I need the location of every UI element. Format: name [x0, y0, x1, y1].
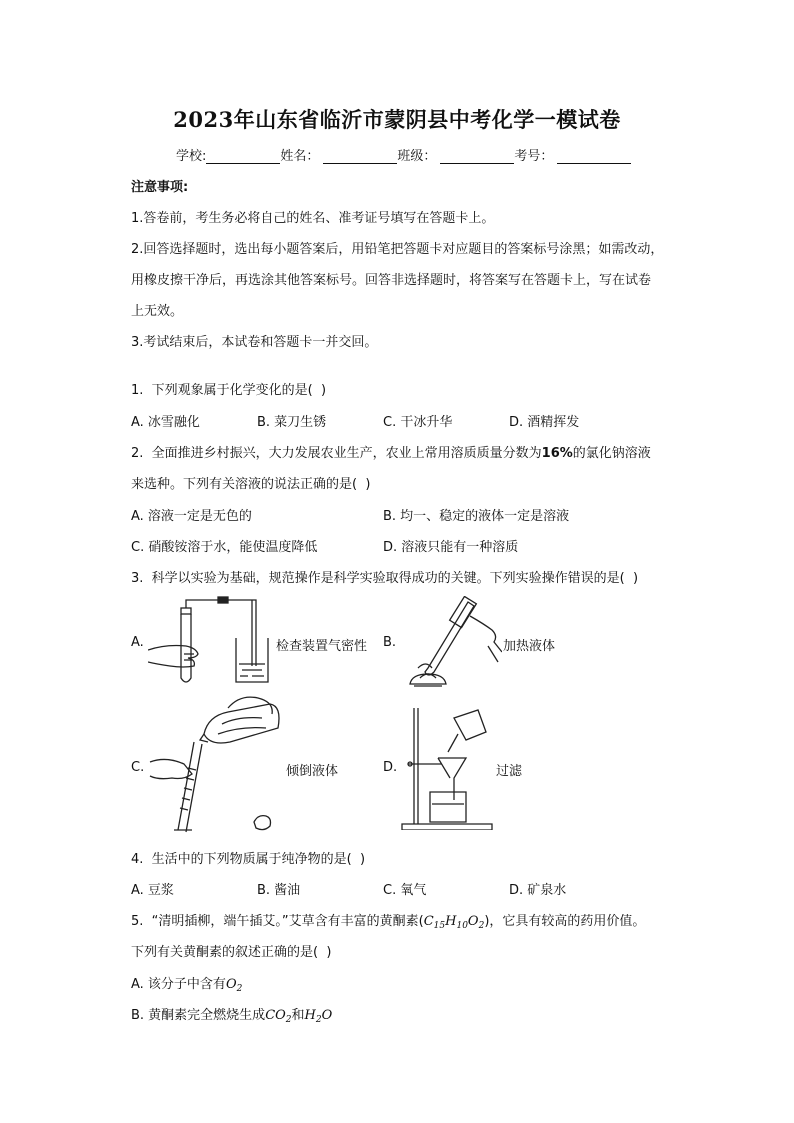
q3-option-c-letter[interactable]: C.: [131, 760, 145, 775]
q2-option-c[interactable]: C. 硝酸铵溶于水，能使温度降低: [131, 540, 318, 555]
note-2a: 2.回答选择题时，选出每小题答案后，用铅笔把答题卡对应题目的答案标号涂黑；如需改动，: [131, 242, 664, 257]
q5-option-a[interactable]: [131, 973, 242, 994]
q1-option-d[interactable]: D. 酒精挥发: [509, 415, 580, 430]
q5-option-b-formula2: $H_2O$: [304, 1008, 333, 1025]
q2-percent: 16%: [541, 446, 573, 461]
name-label: 姓名：: [280, 149, 320, 164]
note-2b: 用橡皮擦干净后，再选涂其他答案标号。回答非选择题时，将答案写在答题卡上，写在试卷: [131, 273, 652, 288]
q1-option-c[interactable]: C. 干冰升华: [383, 415, 453, 430]
q2-option-b[interactable]: B. 均一、稳定的液体一定是溶液: [383, 509, 570, 524]
q3-option-a-text: 检查装置气密性: [276, 639, 368, 654]
q2-option-d[interactable]: D. 溶液只能有一种溶质: [383, 540, 519, 555]
q5-option-b-text: B. 黄酮素完全燃烧生成: [131, 1008, 266, 1023]
q5-option-b-and: 和: [291, 1008, 305, 1023]
q3-option-b-text: 加热液体: [503, 639, 556, 654]
number-blank[interactable]: [557, 149, 631, 164]
q5-option-b[interactable]: [131, 1004, 332, 1025]
note-3: 3.考试结束后，本试卷和答题卡一并交回。: [131, 335, 378, 350]
q1-stem: 1. 下列观象属于化学变化的是( ): [131, 383, 327, 398]
note-1: 1.答卷前，考生务必将自己的姓名、准考证号填写在答题卡上。: [131, 211, 495, 226]
note-2c: 上无效。: [131, 304, 184, 319]
name-blank[interactable]: [323, 149, 397, 164]
class-blank[interactable]: [440, 149, 514, 164]
airtightness-check-illustration: [148, 596, 274, 688]
q4-option-d[interactable]: D. 矿泉水: [509, 883, 567, 898]
q4-option-c[interactable]: C. 氧气: [383, 883, 427, 898]
q4-stem: 4. 生活中的下列物质属于纯净物的是( ): [131, 852, 366, 867]
q5-stem-part1: 5. “清明插柳，端午插艾。”艾草含有丰富的黄酮素(: [131, 914, 424, 929]
page-title: 2023年山东省临沂市蒙阴县中考化学一模试卷: [173, 107, 621, 132]
q5-formula: $C_{15}H_{10}O_2$: [423, 914, 485, 931]
q5-stem: [131, 910, 645, 931]
q1-option-a[interactable]: A. 冰雪融化: [131, 415, 200, 430]
q1-option-b[interactable]: B. 菜刀生锈: [257, 415, 327, 430]
q5-option-a-formula: $O_2$: [225, 977, 243, 994]
school-label: 学校:: [176, 149, 207, 164]
q5-option-b-formula1: $CO_2$: [265, 1008, 292, 1025]
q3-option-d-letter[interactable]: D.: [383, 760, 398, 775]
q2-stem-line2: 来选种。下列有关溶液的说法正确的是( ): [131, 477, 371, 492]
q2-stem: [131, 442, 651, 461]
q2-stem-part1: 2. 全面推进乡村振兴，大力发展农业生产，农业上常用溶质质量分数为: [131, 446, 542, 461]
school-blank[interactable]: [206, 149, 280, 164]
q5-stem-line2: 下列有关黄酮素的叙述正确的是( ): [131, 945, 332, 960]
pouring-liquid-illustration: [148, 694, 284, 836]
notes-heading: 注意事项:: [131, 180, 189, 195]
q5-stem-part2: )，它具有较高的药用价值。: [484, 914, 646, 929]
q3-stem: 3. 科学以实验为基础，规范操作是科学实验取得成功的关键。下列实验操作错误的是( ): [131, 571, 639, 586]
number-label: 考号：: [514, 149, 554, 164]
q4-option-b[interactable]: B. 酱油: [257, 883, 301, 898]
q5-option-a-text: A. 该分子中含有: [131, 977, 226, 992]
q2-stem-part2: 的氯化钠溶液: [572, 446, 651, 461]
class-label: 班级：: [397, 149, 437, 164]
q2-option-a[interactable]: A. 溶液一定是无色的: [131, 509, 252, 524]
q4-option-a[interactable]: A. 豆浆: [131, 883, 174, 898]
q3-option-b-letter[interactable]: B.: [383, 635, 397, 650]
q3-option-d-text: 过滤: [496, 764, 523, 779]
student-info-row: [176, 145, 631, 164]
q3-option-a-letter[interactable]: A.: [131, 635, 144, 650]
q3-option-c-text: 倾倒液体: [286, 764, 339, 779]
filtration-illustration: [400, 704, 496, 830]
heating-liquid-illustration: [398, 596, 502, 694]
